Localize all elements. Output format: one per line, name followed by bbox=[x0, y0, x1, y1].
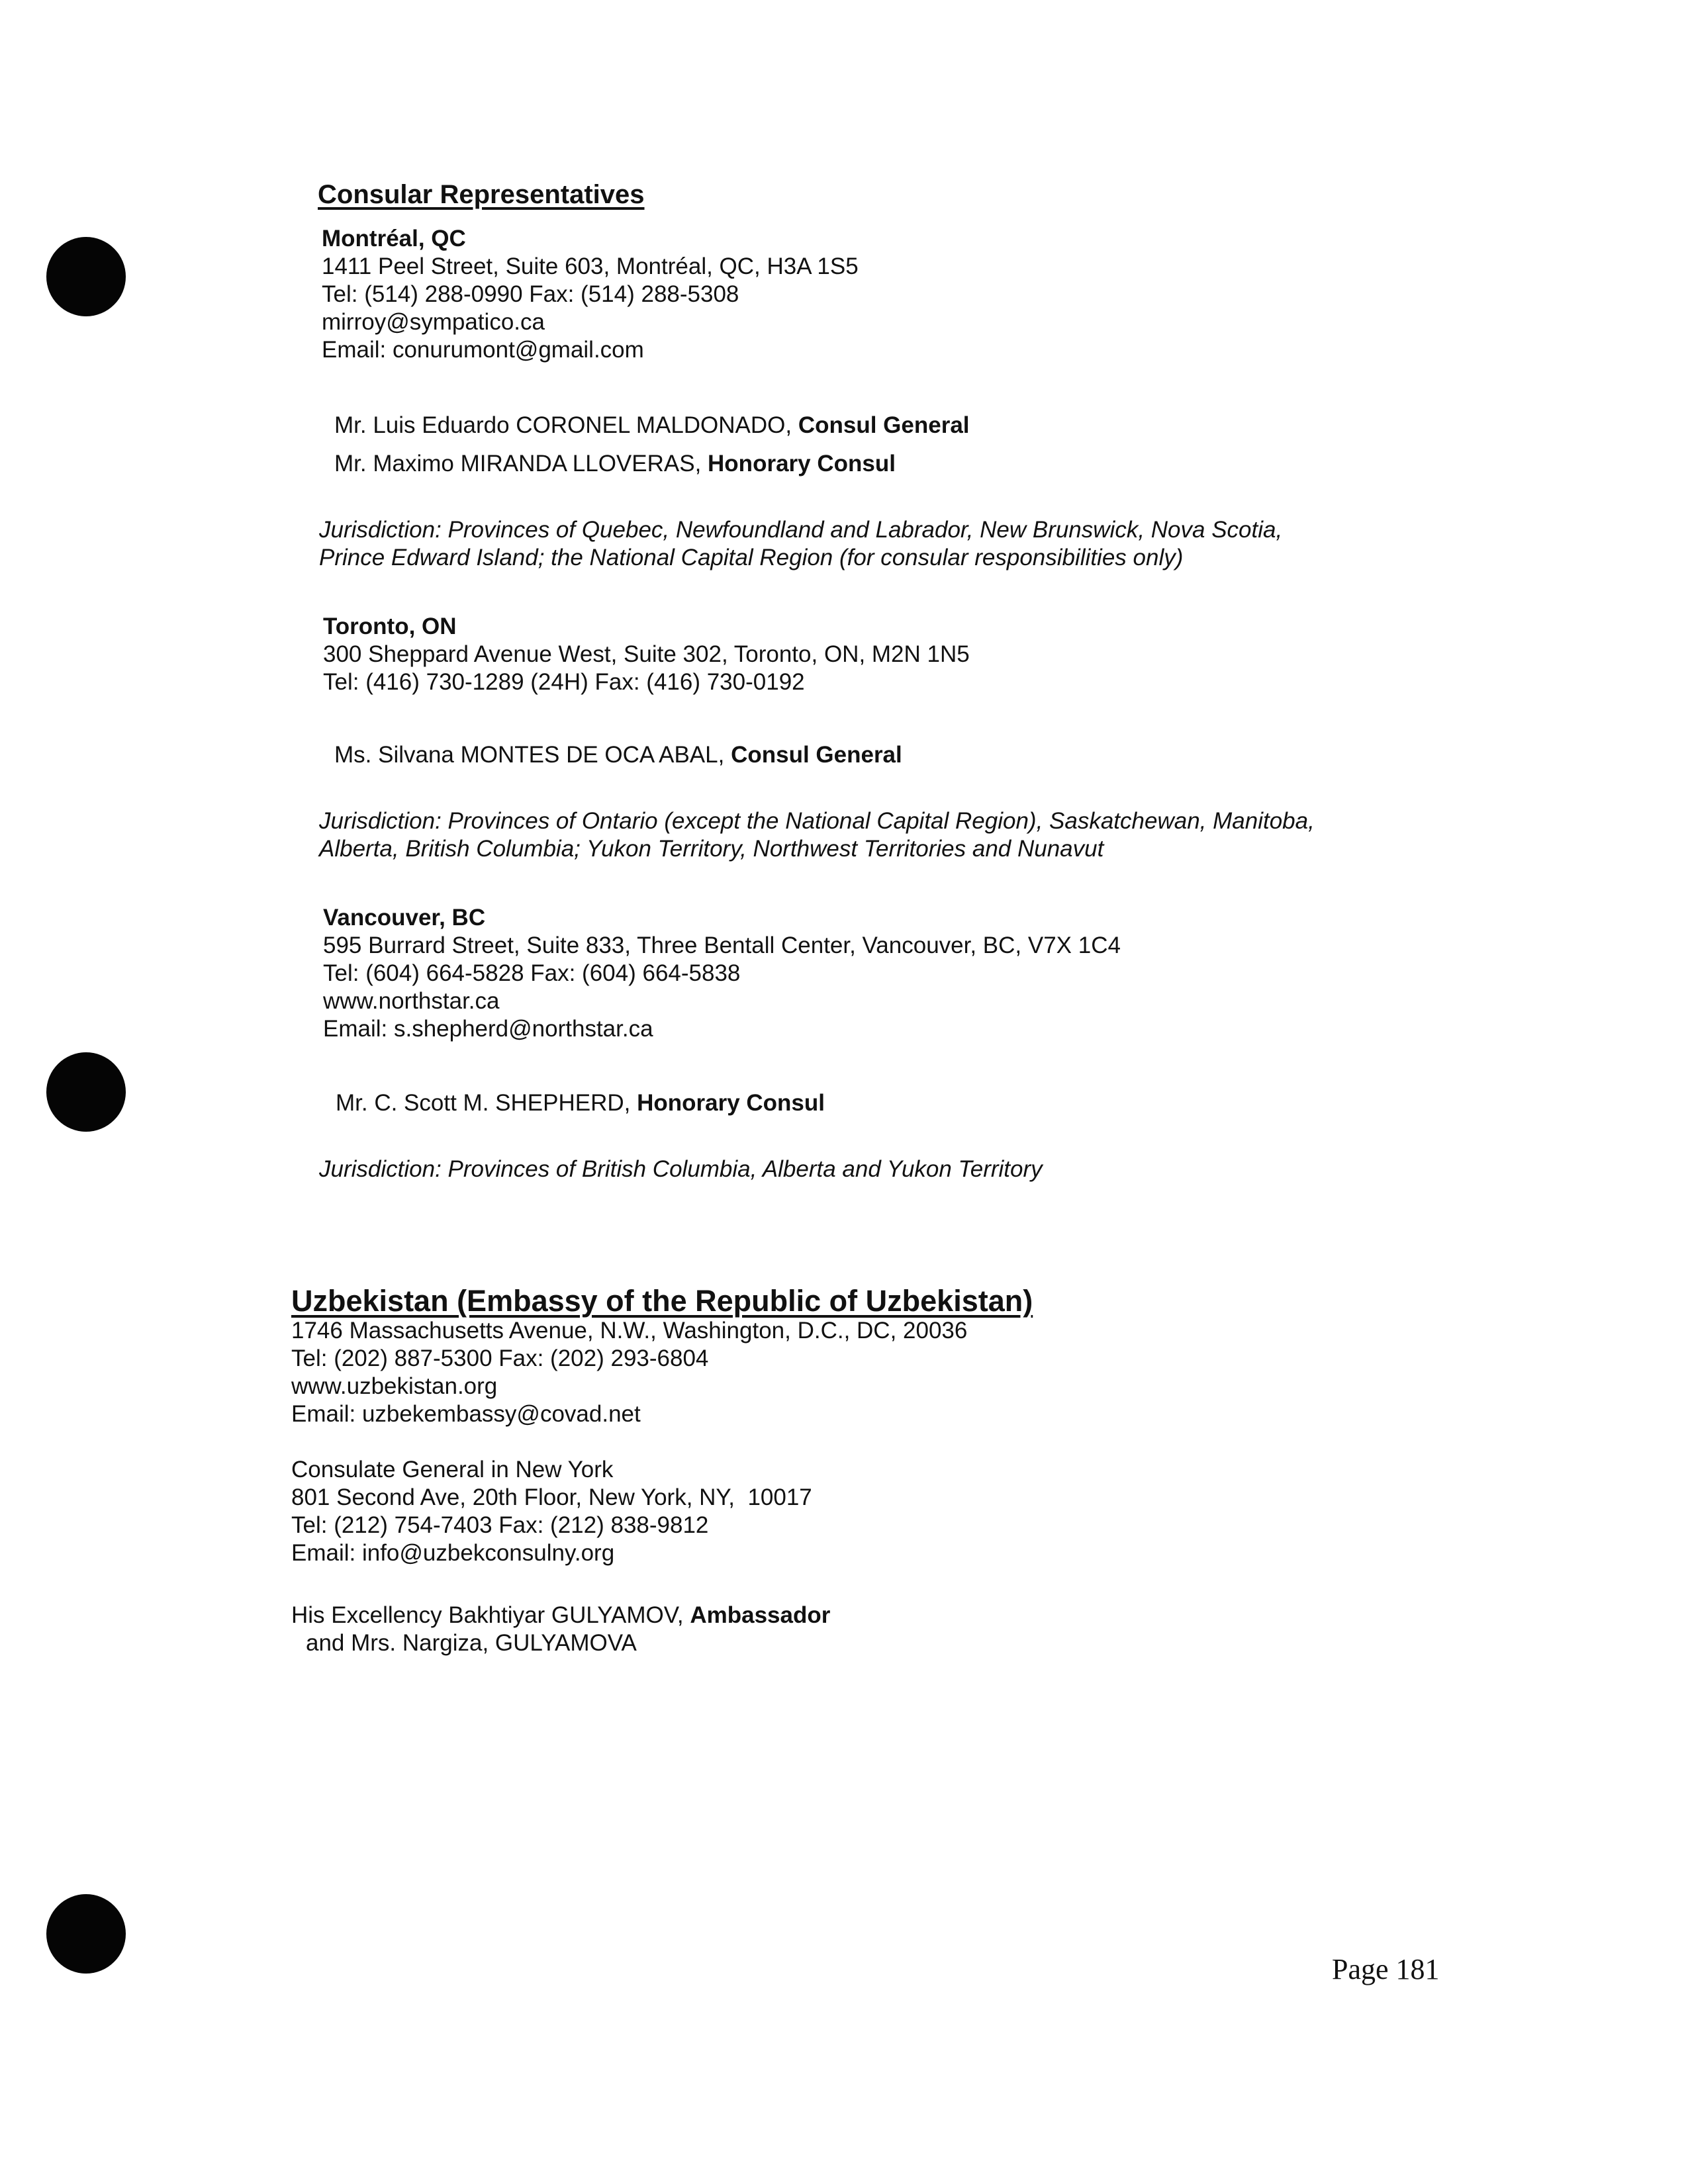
vancouver-jurisdiction bbox=[319, 1156, 1043, 1183]
vancouver-email: Email: s.shepherd@northstar.ca bbox=[323, 1016, 653, 1042]
person-title: Ambassador bbox=[690, 1602, 831, 1628]
vancouver-web: www.northstar.ca bbox=[323, 988, 500, 1014]
consulate-address: 801 Second Ave, 20th Floor, New York, NY, 10017 bbox=[291, 1484, 812, 1510]
person-name: Mr. Maximo MIRANDA LLOVERAS, bbox=[334, 451, 708, 477]
montreal-contact-block bbox=[322, 225, 859, 364]
person-name: Mr. Luis Eduardo CORONEL MALDONADO, bbox=[334, 412, 798, 438]
embassy-email: Email: uzbekembassy@covad.net bbox=[291, 1401, 641, 1427]
person-name: Mr. C. Scott M. SHEPHERD, bbox=[336, 1090, 637, 1116]
toronto-person-1 bbox=[334, 741, 902, 769]
embassy-phone: Tel: (202) 887-5300 Fax: (202) 293-6804 bbox=[291, 1345, 709, 1371]
montreal-email: Email: conurumont@gmail.com bbox=[322, 337, 644, 363]
person-title: Honorary Consul bbox=[637, 1090, 825, 1116]
punch-hole-middle bbox=[46, 1052, 126, 1132]
montreal-city: Montréal, QC bbox=[322, 226, 466, 251]
montreal-jurisdiction bbox=[319, 516, 1282, 572]
montreal-address: 1411 Peel Street, Suite 603, Montréal, QC, H3A 1S5 bbox=[322, 253, 859, 279]
consulate-name: Consulate General in New York bbox=[291, 1457, 614, 1482]
jurisdiction-line: Alberta, British Columbia; Yukon Territory, Northwest Territories and Nunavut bbox=[319, 836, 1104, 862]
jurisdiction-line: Jurisdiction: Provinces of Ontario (except the National Capital Region), Saskatchewan, Manitoba, bbox=[319, 808, 1315, 834]
consulate-email: Email: info@uzbekconsulny.org bbox=[291, 1540, 615, 1566]
vancouver-person-1 bbox=[336, 1089, 825, 1117]
montreal-phone: Tel: (514) 288-0990 Fax: (514) 288-5308 bbox=[322, 281, 739, 307]
embassy-web: www.uzbekistan.org bbox=[291, 1373, 498, 1399]
consulate-phone: Tel: (212) 754-7403 Fax: (212) 838-9812 bbox=[291, 1512, 709, 1538]
punch-hole-top bbox=[46, 237, 126, 316]
person-name: Ms. Silvana MONTES DE OCA ABAL, bbox=[334, 742, 731, 768]
vancouver-city: Vancouver, BC bbox=[323, 905, 486, 931]
montreal-web: mirroy@sympatico.ca bbox=[322, 309, 545, 335]
person-name: His Excellency Bakhtiyar GULYAMOV, bbox=[291, 1602, 690, 1628]
punch-hole-bottom bbox=[46, 1894, 126, 1974]
spouse-name: and Mrs. Nargiza, GULYAMOVA bbox=[306, 1630, 637, 1656]
vancouver-phone: Tel: (604) 664-5828 Fax: (604) 664-5838 bbox=[323, 960, 741, 986]
uzbekistan-embassy-contact bbox=[291, 1317, 967, 1428]
montreal-person-1 bbox=[334, 412, 970, 439]
uzbekistan-ambassador-spouse bbox=[306, 1629, 637, 1657]
uzbekistan-consulate-contact bbox=[291, 1456, 812, 1567]
vancouver-address: 595 Burrard Street, Suite 833, Three Bentall Center, Vancouver, BC, V7X 1C4 bbox=[323, 933, 1121, 958]
consular-representatives-heading: Consular Representatives bbox=[318, 180, 645, 209]
toronto-address: 300 Sheppard Avenue West, Suite 302, Toronto, ON, M2N 1N5 bbox=[323, 641, 970, 667]
page-number: Page 181 bbox=[1332, 1953, 1440, 1985]
uzbekistan-ambassador bbox=[291, 1602, 830, 1629]
person-title: Honorary Consul bbox=[708, 451, 896, 477]
person-title: Consul General bbox=[798, 412, 970, 438]
toronto-city: Toronto, ON bbox=[323, 614, 457, 639]
uzbekistan-heading: Uzbekistan (Embassy of the Republic of Uzbekistan) bbox=[291, 1284, 1033, 1318]
toronto-jurisdiction bbox=[319, 807, 1315, 863]
jurisdiction-line: Jurisdiction: Provinces of Quebec, Newfoundland and Labrador, New Brunswick, Nova Scotia, bbox=[319, 517, 1283, 543]
toronto-contact-block bbox=[323, 613, 970, 696]
vancouver-contact-block bbox=[323, 904, 1121, 1043]
montreal-person-2 bbox=[334, 450, 896, 478]
jurisdiction-line: Jurisdiction: Provinces of British Columbia, Alberta and Yukon Territory bbox=[319, 1156, 1043, 1182]
jurisdiction-line: Prince Edward Island; the National Capital Region (for consular responsibilities only) bbox=[319, 545, 1184, 570]
person-title: Consul General bbox=[731, 742, 902, 768]
embassy-address: 1746 Massachusetts Avenue, N.W., Washington, D.C., DC, 20036 bbox=[291, 1318, 968, 1343]
toronto-phone: Tel: (416) 730-1289 (24H) Fax: (416) 730-0192 bbox=[323, 669, 805, 695]
